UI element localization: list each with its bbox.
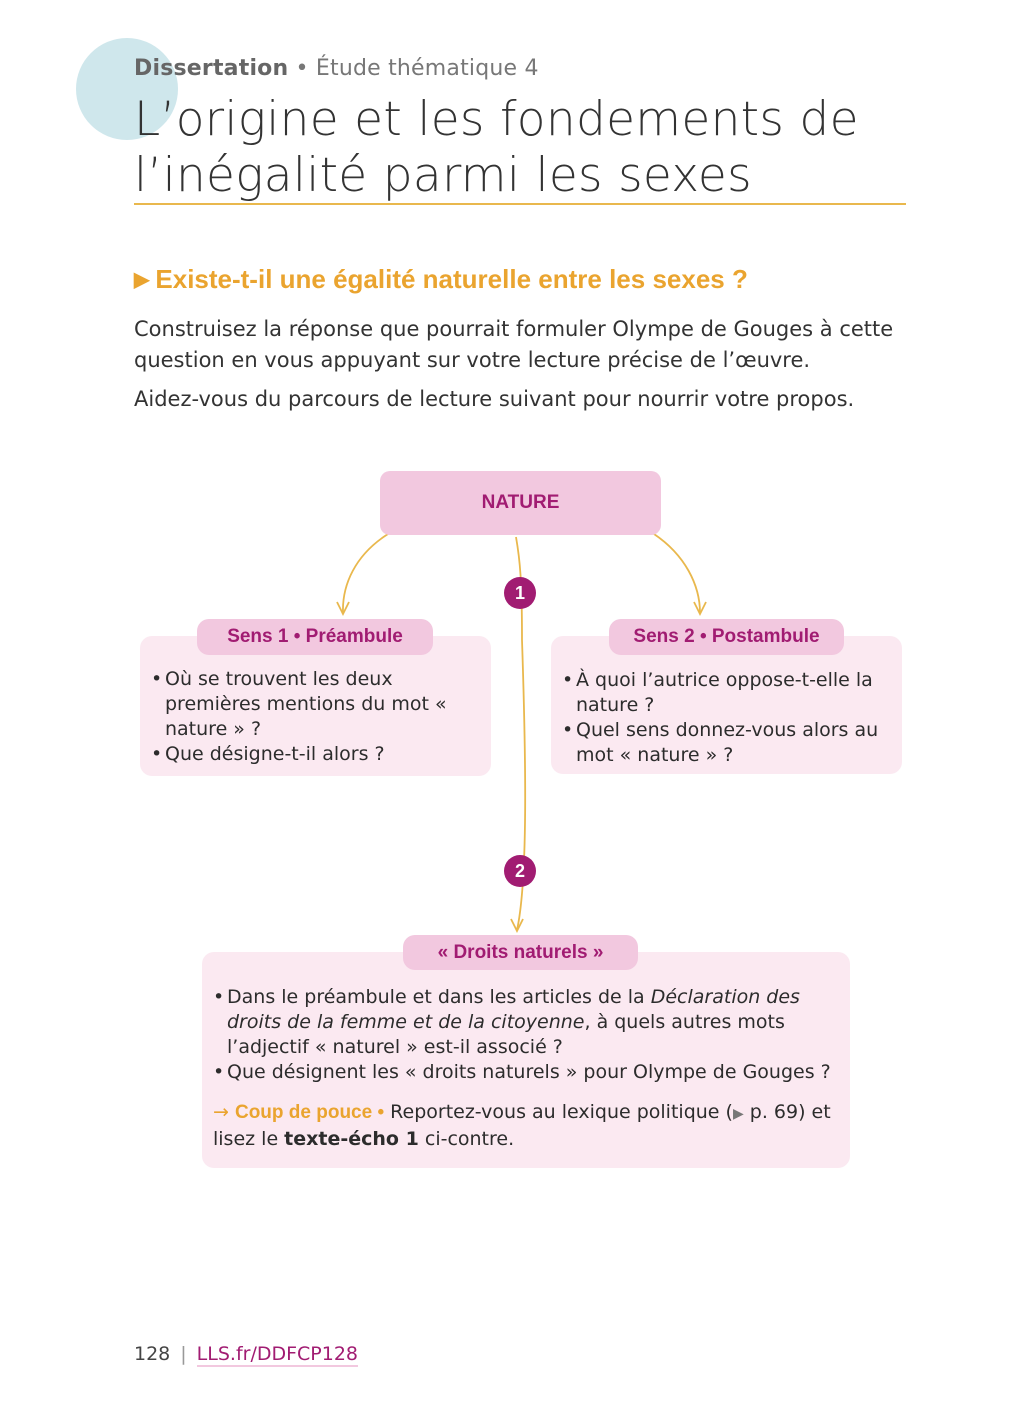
kicker-subtitle: • Étude thématique 4 (288, 56, 539, 81)
question-text: Existe-t-il une égalité naturelle entre les sexes ? (155, 264, 748, 294)
title-line-2: l’inégalité parmi les sexes (134, 148, 752, 203)
right-question-box (551, 636, 902, 774)
item-text: , à quels autres mots l’adjectif « naturel » est-il associé ? (227, 1011, 785, 1058)
arrow-to-right (654, 534, 700, 613)
bottom-question-box (202, 952, 850, 1168)
bottom-question-item (213, 985, 840, 1060)
right-box-title: Sens 2 • Postambule (609, 619, 844, 655)
play-triangle-icon: ▶ (732, 1106, 744, 1122)
left-question-item: • Où se trouvent les deux premières mentions du mot « nature » ? (151, 667, 481, 742)
page-footer (134, 1343, 358, 1365)
hint-text: Reportez-vous au lexique politique ( (384, 1101, 733, 1123)
intro-paragraph-2: Aidez-vous du parcours de lecture suivant pour nourrir votre propos. (134, 387, 855, 411)
left-question-item: • Que désigne-t-il alors ? (151, 742, 481, 767)
bottom-question-list (202, 952, 850, 1085)
left-box-title: Sens 1 • Préambule (197, 619, 433, 655)
title-line-1: L’origine et les fondements de (134, 92, 859, 147)
hint-label: Coup de pouce • (234, 1102, 385, 1123)
left-question-list (140, 636, 491, 767)
left-question-box (140, 636, 491, 776)
work-title: Déclaration des droits de la femme et de la citoyenne (227, 986, 800, 1033)
intro-paragraph-1: Construisez la réponse que pourrait formuler Olympe de Gouges à cette question en vous appuyant sur votre lecture précise de l’œuvre. (134, 317, 894, 372)
play-triangle-icon: ▶ (134, 269, 150, 291)
right-question-item: • À quoi l’autrice oppose-t-elle la nature ? (562, 668, 892, 718)
bottom-question-item: • Que désignent les « droits naturels » pour Olympe de Gouges ? (213, 1060, 840, 1085)
hint-coup-de-pouce (202, 1085, 850, 1152)
diagram-root-nature: NATURE (380, 471, 661, 535)
kicker-label: Dissertation (134, 56, 289, 81)
footer-separator: | (180, 1343, 187, 1365)
footer-link[interactable]: LLS.fr/DDFCP128 (196, 1343, 359, 1365)
item-text: Dans le préambule et dans les articles de la (227, 986, 651, 1008)
hint-text: ci-contre. (418, 1128, 515, 1150)
step-badge-2: 2 (504, 855, 536, 887)
right-arrow-icon: → (213, 1101, 235, 1123)
page-number: 128 (134, 1343, 171, 1365)
right-question-item: • Quel sens donnez-vous alors au mot « nature » ? (562, 718, 892, 768)
hint-text: p. 69) et lisez le (213, 1101, 831, 1150)
arrow-to-bottom-head (511, 919, 523, 931)
hint-bold-reference: texte-écho 1 (284, 1128, 419, 1150)
arrow-to-left (343, 534, 388, 613)
bottom-box-title: « Droits naturels » (403, 935, 638, 970)
step-badge-1: 1 (504, 577, 536, 609)
right-question-list (551, 636, 902, 768)
